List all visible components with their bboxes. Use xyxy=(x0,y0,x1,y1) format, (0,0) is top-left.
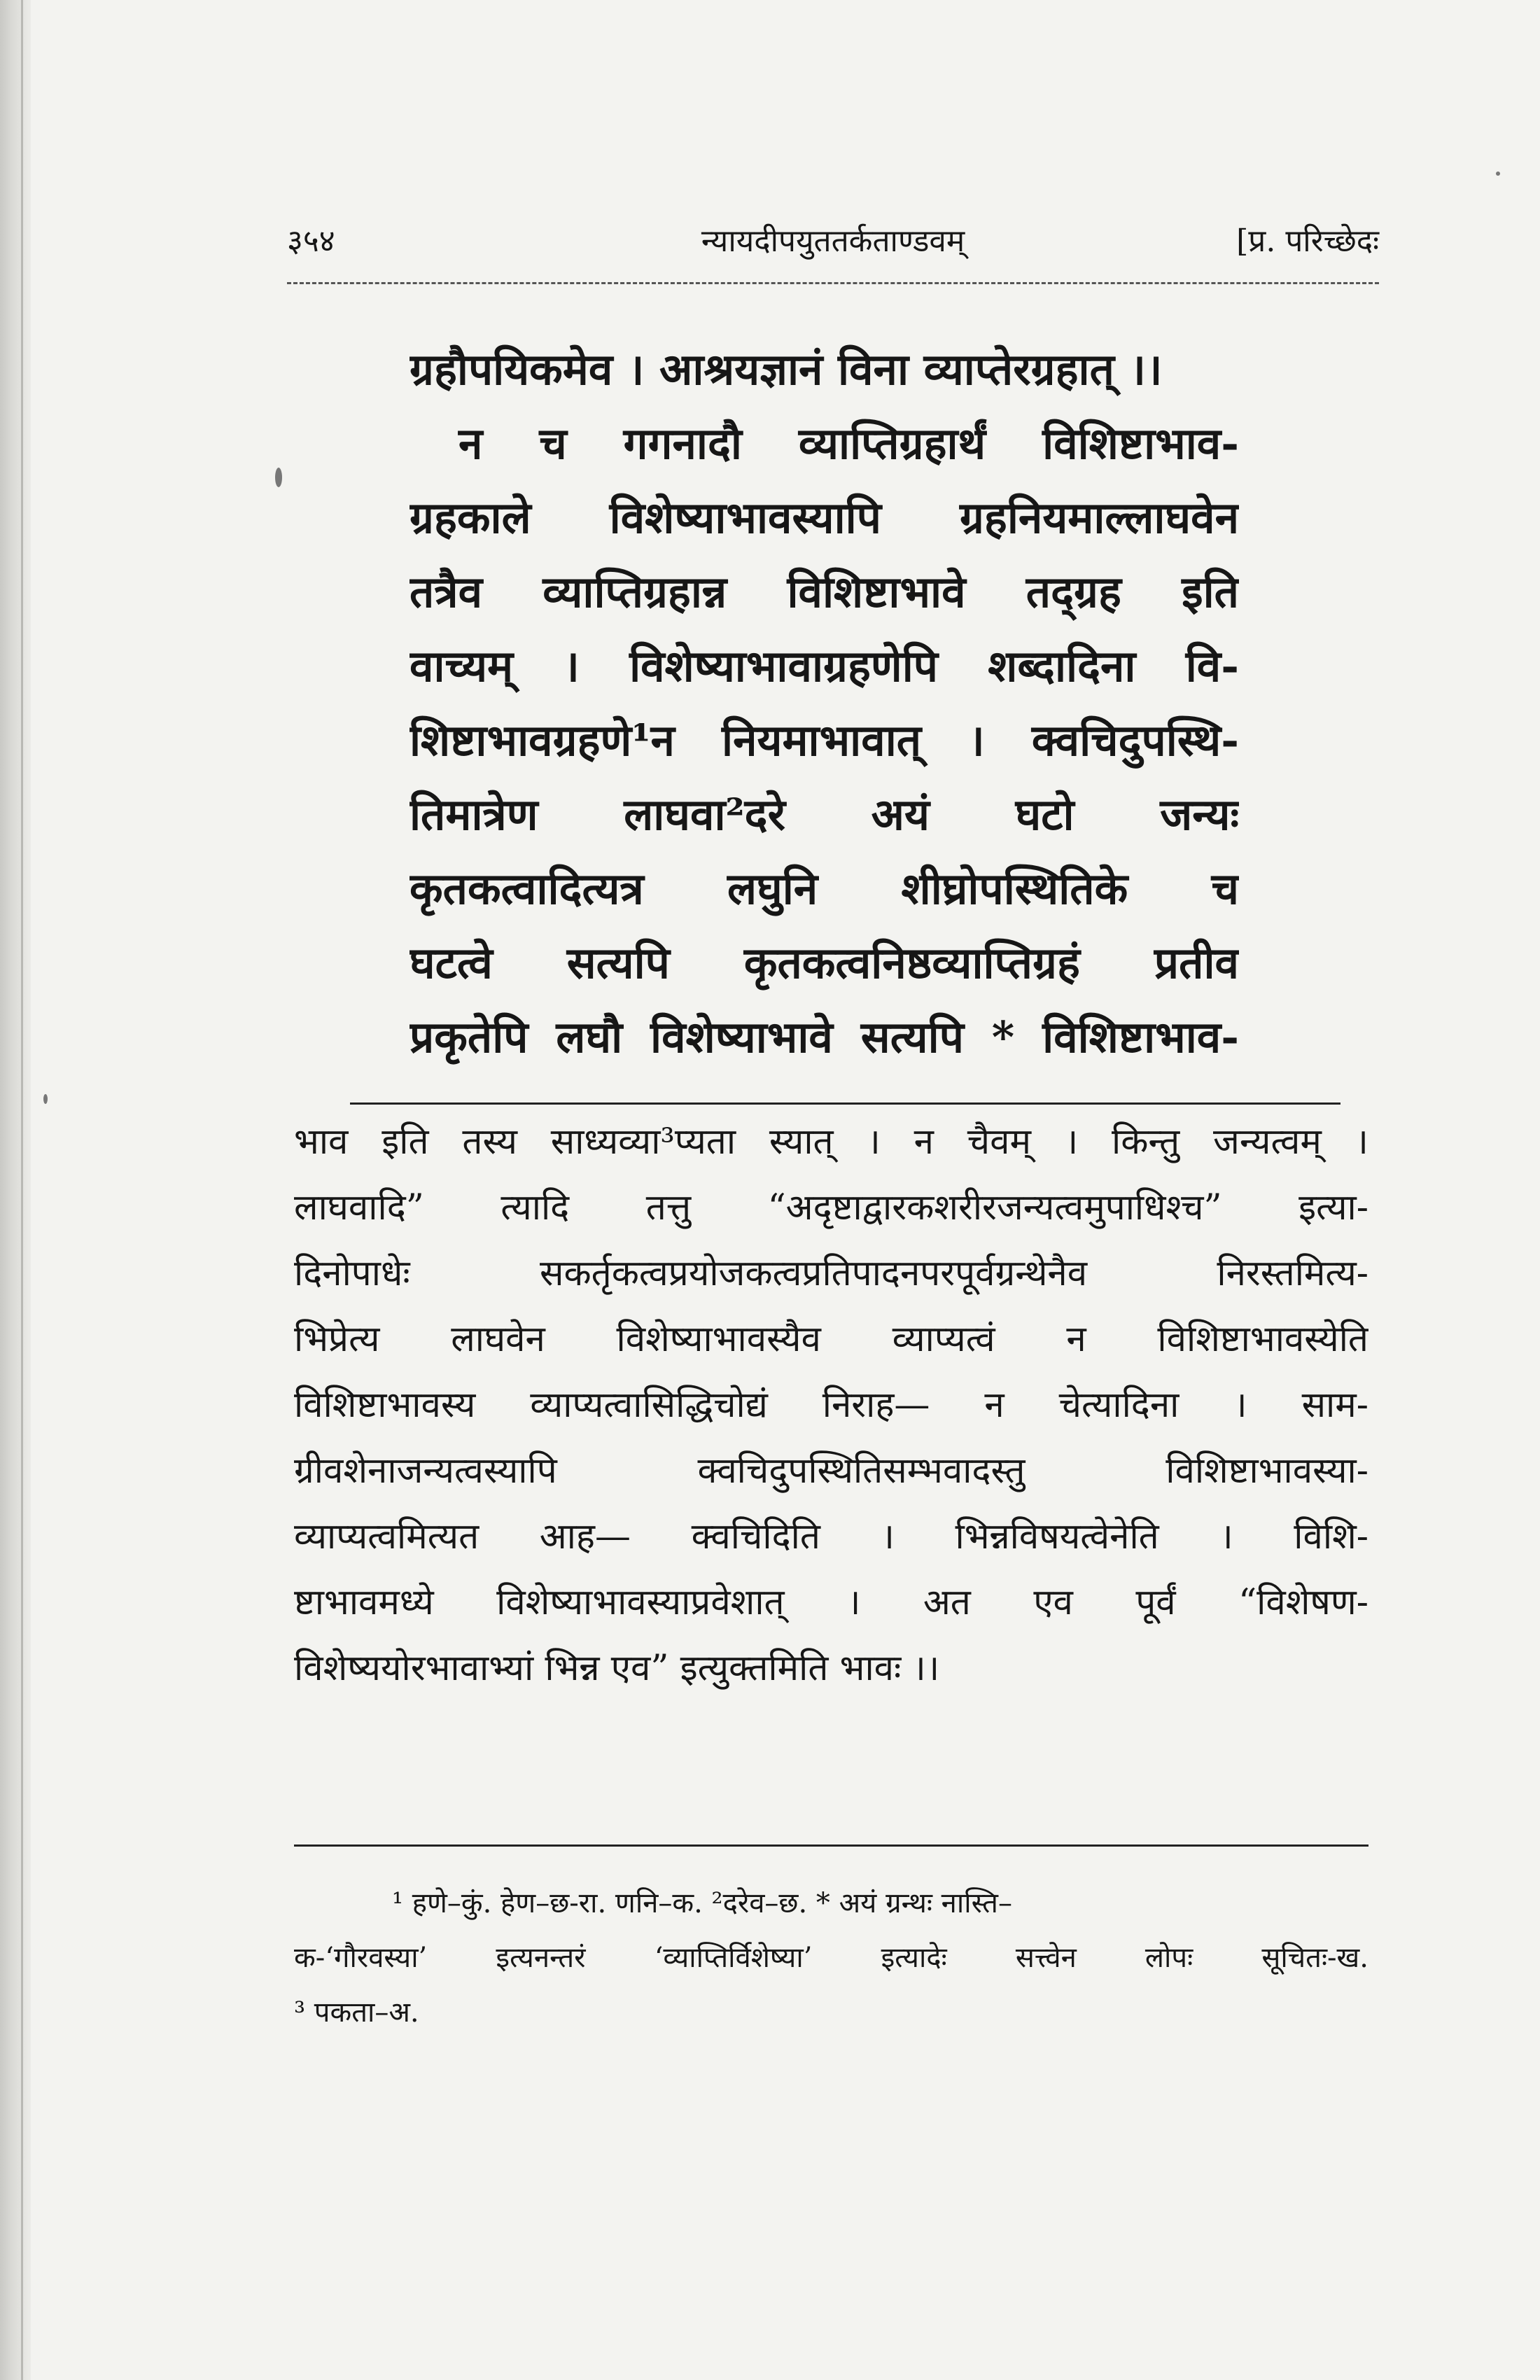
main-text-line: घटत्वे सत्यपि कृतकत्वनिष्ठव्याप्तिग्रहं प्रतीव xyxy=(410,937,1239,988)
footnote-rule xyxy=(294,1844,1368,1847)
scan-speck xyxy=(275,468,282,487)
commentary-line: भिप्रेत्य लाघवेन विशेष्याभावस्यैव व्याप्यत्वं न विशिष्टाभावस्येति xyxy=(294,1319,1368,1360)
main-text-line: तिमात्रेण लाघवा²दरे अयं घटो जन्यः xyxy=(410,789,1239,840)
commentary-line: लाघवादि” त्यादि तत्तु “अदृष्टाद्वारकशरीरजन्यत्वमुपाधिश्च” इत्या- xyxy=(294,1187,1368,1228)
commentary-line: दिनोपाधेः सकर्तृकत्वप्रयोजकत्वप्रतिपादनपरपूर्वग्रन्थेनैव निरस्तमित्य- xyxy=(294,1253,1368,1294)
main-text-rule xyxy=(350,1102,1340,1105)
commentary-line: भाव इति तस्य साध्यव्या³प्यता स्यात् । न चैवम् । किन्तु जन्यत्वम् । xyxy=(294,1121,1368,1163)
header-rule xyxy=(287,282,1379,284)
footnote-line: क-‘गौरवस्या’ इत्यनन्तरं ‘व्याप्तिर्विशेष्या’ इत्यादेः सत्त्वेन लोपः सूचितः-ख. xyxy=(294,1942,1368,1974)
commentary-line: विशेष्ययोरभावाभ्यां भिन्न एव” इत्युक्तमिति भावः ।। xyxy=(294,1648,940,1689)
main-text-line: शिष्टाभावग्रहणे¹न नियमाभावात् । क्वचिदुपस्थि- xyxy=(410,715,1239,766)
page-number: ३५४ xyxy=(287,223,335,259)
running-head xyxy=(287,214,1379,270)
scan-speck xyxy=(43,1094,48,1104)
main-text-line: ग्रहौपयिकमेव । आश्रयज्ञानं विना व्याप्तेरग्रहात् ।। xyxy=(410,344,1163,395)
main-text-line: प्रकृतेपि लघौ विशेष्याभावे सत्यपि * विशिष्टाभाव- xyxy=(410,1011,1239,1063)
footnotes-block xyxy=(294,1876,1368,2040)
commentary-line: विशिष्टाभावस्य व्याप्यत्वासिद्धिचोद्यं निराह— न चेत्यादिना । साम- xyxy=(294,1385,1368,1426)
footnote-line: ¹ हणे–कुं. हेण–छ-रा. णनि–क. ²दरेव–छ. * अयं ग्रन्थः नास्ति– xyxy=(392,1887,1012,1919)
main-text-line: ग्रहकाले विशेष्याभावस्यापि ग्रहनियमाल्लाघवेन xyxy=(410,492,1239,543)
running-title: न्यायदीपयुततर्कताण्डवम् xyxy=(701,223,965,259)
main-text-line: न च गगनादौ व्याप्तिग्रहार्थं विशिष्टाभाव- xyxy=(458,418,1239,469)
footnote-line: ³ पकता–अ. xyxy=(294,1996,419,2029)
main-text-block xyxy=(410,332,1239,1074)
section-label: [प्र. परिच्छेदः xyxy=(1236,223,1379,259)
main-text-line: कृतकत्वादित्यत्र लघुनि शीघ्रोपस्थितिके च xyxy=(410,863,1239,914)
scan-speck xyxy=(1496,172,1500,176)
commentary-line: ष्टाभावमध्ये विशेष्याभावस्याप्रवेशात् । अत एव पूर्वं “विशेषण- xyxy=(294,1582,1368,1623)
commentary-line: ग्रीवशेनाजन्यत्वस्यापि क्वचिदुपस्थितिसम्भवादस्तु विशिष्टाभावस्या- xyxy=(294,1450,1368,1492)
main-text-line: तत्रैव व्याप्तिग्रहान्न विशिष्टाभावे तद्ग्रह इति xyxy=(410,566,1239,617)
commentary-block xyxy=(294,1110,1368,1702)
commentary-line: व्याप्यत्वमित्यत आह— क्वचिदिति । भिन्नविषयत्वेनेति । विशि- xyxy=(294,1516,1368,1558)
main-text-line: वाच्यम् । विशेष्याभावाग्रहणेपि शब्दादिना वि- xyxy=(410,640,1239,692)
